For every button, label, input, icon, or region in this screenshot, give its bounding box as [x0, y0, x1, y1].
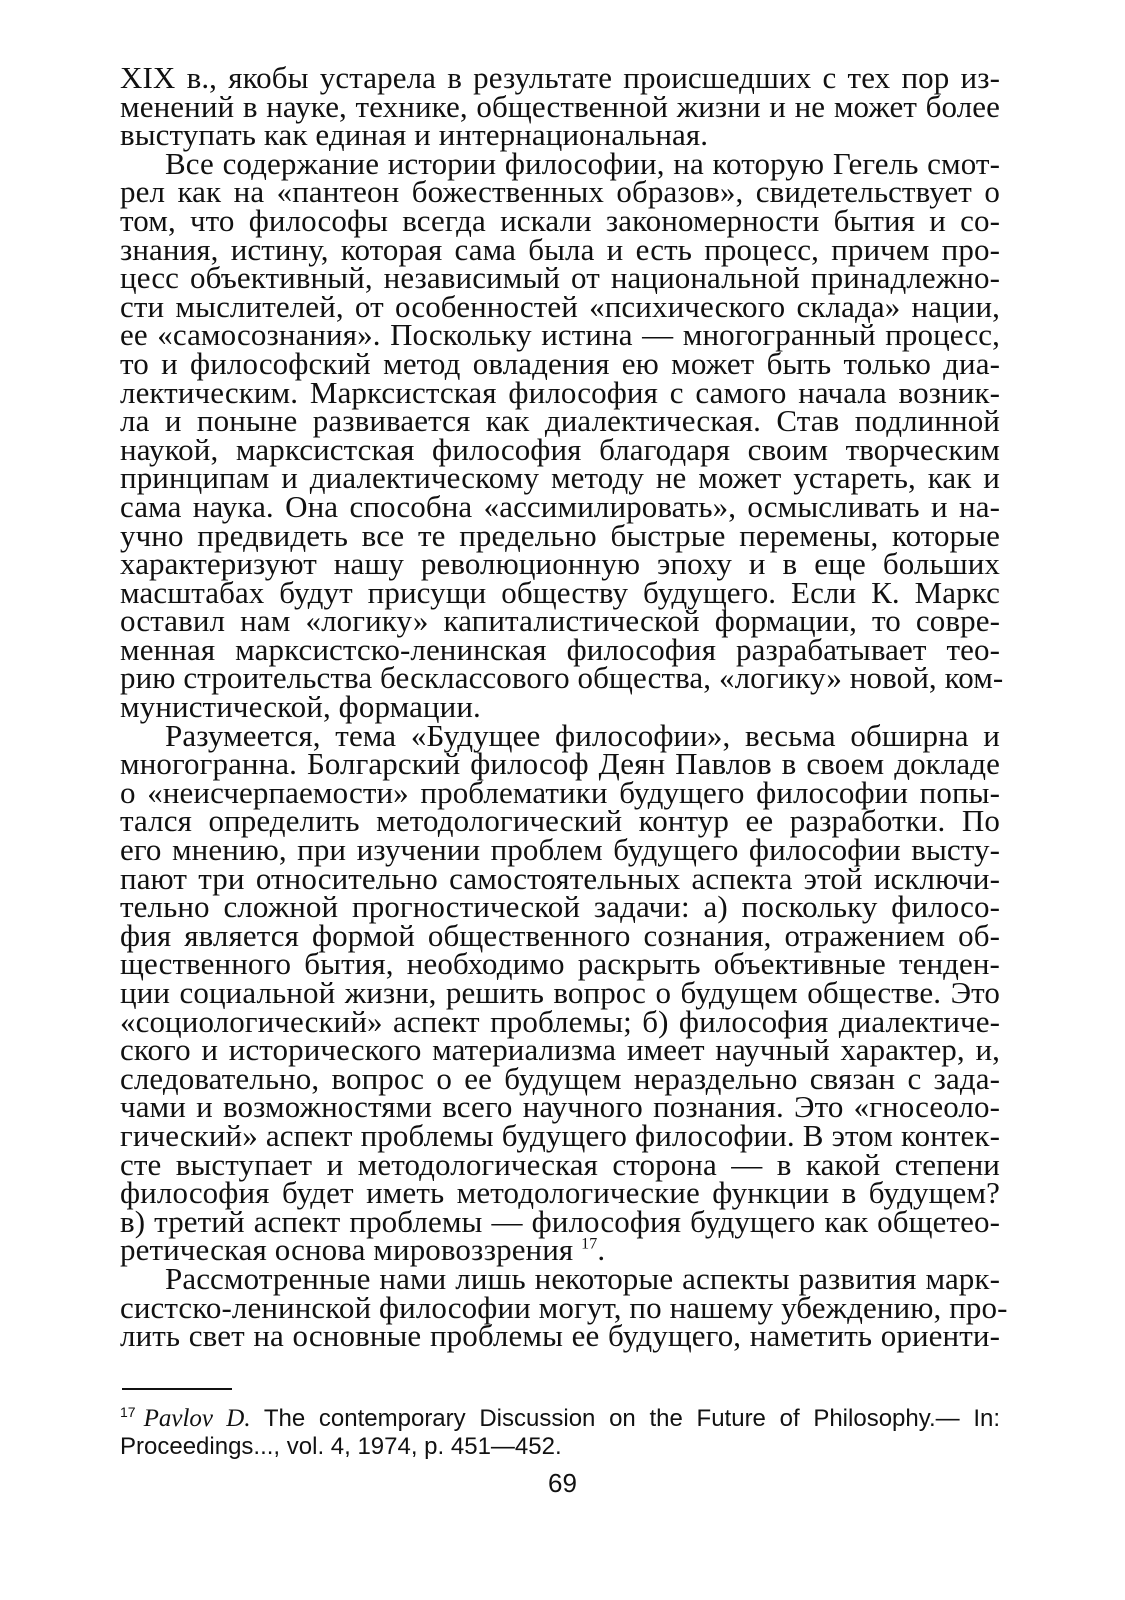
text-line: рел как на «пантеон божественных образов», свидетельствует о	[120, 174, 1000, 210]
text-line: лить свет на основные проблемы ее будущего, наметить ориенти-	[120, 1318, 1000, 1354]
text-line: ла и поныне развивается как диалектическая. Став подлинной	[120, 403, 1000, 439]
footnote	[120, 1398, 1000, 1461]
text-line: лектическим. Марксистская философия с самого начала возник-	[120, 374, 1000, 410]
footnote-line: Proceedings..., vol. 4, 1974, p. 451—452.	[120, 1433, 562, 1460]
text-line: учно предвидеть все те предельно быстрые перемены, которые	[120, 517, 1000, 553]
footnote-reference: 17	[581, 1236, 598, 1254]
text-line: рию строительства бесклассового общества, «логику» новой, ком-	[120, 660, 1004, 696]
footnote-line	[120, 1398, 1000, 1433]
page-number: 69	[548, 1468, 577, 1498]
text-line: Разумеется, тема «Будущее философии», весьма обширна и	[165, 717, 1000, 753]
text-line: XIX в., якобы устарела в результате происшедших с тех пор из-	[120, 60, 1000, 95]
footnote-divider	[122, 1388, 232, 1390]
text-line: систско-ленинской философии могут, по нашему убеждению, про-	[120, 1289, 1008, 1325]
text-line: наукой, марксистская философия благодаря своим творческим	[120, 431, 1000, 467]
text-line: том, что философы всегда искали закономерности бытия и со-	[120, 202, 1000, 238]
text-line: ции социальной жизни, решить вопрос о будущем обществе. Это	[120, 975, 1000, 1010]
text-line: ее «самосознания». Поскольку истина — многогранный процесс,	[120, 317, 1000, 353]
text-line: сама наука. Она способна «ассимилировать», осмысливать и на-	[120, 488, 1000, 524]
text-line: сте выступает и методологическая сторона — в какой степени	[120, 1146, 1000, 1182]
text-line: менная марксистско-ленинская философия разрабатывает тео-	[120, 631, 1000, 667]
text-line: принципам и диалектическому методу не может устареть, как и	[120, 460, 1000, 496]
text-line: чами и возможностями всего научного познания. Это «гносеоло-	[120, 1089, 1000, 1125]
text-line: его мнению, при изучении проблем будущего философии высту-	[120, 832, 1000, 868]
text-line: тался определить методологический контур ее разработки. По	[120, 803, 1000, 839]
text-line: масштабах будут присущи обществу будущего. Если К. Маркс	[120, 574, 1000, 610]
body-text	[120, 60, 1008, 1354]
footnote-reference-period: .	[597, 1232, 606, 1268]
text-line: «социологический» аспект проблемы; б) философия диалектиче-	[120, 1003, 1000, 1039]
text-line: в) третий аспект проблемы — философия будущего как общетео-	[120, 1203, 1000, 1239]
text-line: выступать как единая и интернациональная.	[120, 117, 709, 153]
text-line: фия является формой общественного сознания, отражением об-	[120, 917, 1000, 953]
text-line: щественного бытия, необходимо раскрыть объективные тенден-	[120, 946, 1000, 982]
text-line: цесс объективный, независимый от национальной принадлежно-	[120, 260, 1000, 296]
text-line: оставил нам «логику» капиталистической формации, то совре-	[120, 603, 1000, 639]
text-line: тельно сложной прогностической задачи: а) поскольку филосо-	[120, 889, 1000, 925]
text-line: философия будет иметь методологические функции в будущем?	[120, 1175, 1000, 1211]
footnote-mark: 17	[120, 1404, 136, 1420]
text-line: о «неисчерпаемости» проблематики будущего философии попы-	[120, 774, 1000, 810]
text-line: менений в науке, технике, общественной жизни и не может более	[120, 88, 1000, 124]
text-line: сти мыслителей, от особенностей «психического склада» нации,	[120, 288, 1000, 324]
text-line: ского и исторического материализма имеет научный характер, и,	[120, 1032, 1000, 1068]
text-line: следовательно, вопрос о ее будущем нераздельно связан с зада-	[120, 1060, 1000, 1096]
text-line: пают три относительно самостоятельных аспекта этой исключи-	[120, 860, 1000, 896]
text-line: то и философский метод овладения ею может быть только диа-	[120, 345, 1000, 381]
text-line: Все содержание истории философии, на которую Гегель смот-	[165, 145, 1000, 181]
text-line-content: ретическая основа мировоззрения	[120, 1232, 574, 1268]
text-line: гический» аспект проблемы будущего философии. В этом контек-	[120, 1117, 1000, 1153]
footnote-author: Pavlov D.	[143, 1405, 251, 1432]
text-line: многогранна. Болгарский философ Деян Павлов в своем докладе	[120, 746, 1000, 782]
text-line: Рассмотренные нами лишь некоторые аспекты развития марк-	[165, 1260, 1000, 1296]
text-line: знания, истину, которая сама была и есть процесс, причем про-	[120, 231, 1000, 267]
text-line: характеризуют нашу революционную эпоху и в еще больших	[120, 546, 1000, 582]
text-line: мунистической, формации.	[120, 689, 481, 725]
footnote-title: The contemporary Discussion on the Future of Philosophy.— In:	[263, 1405, 1001, 1432]
